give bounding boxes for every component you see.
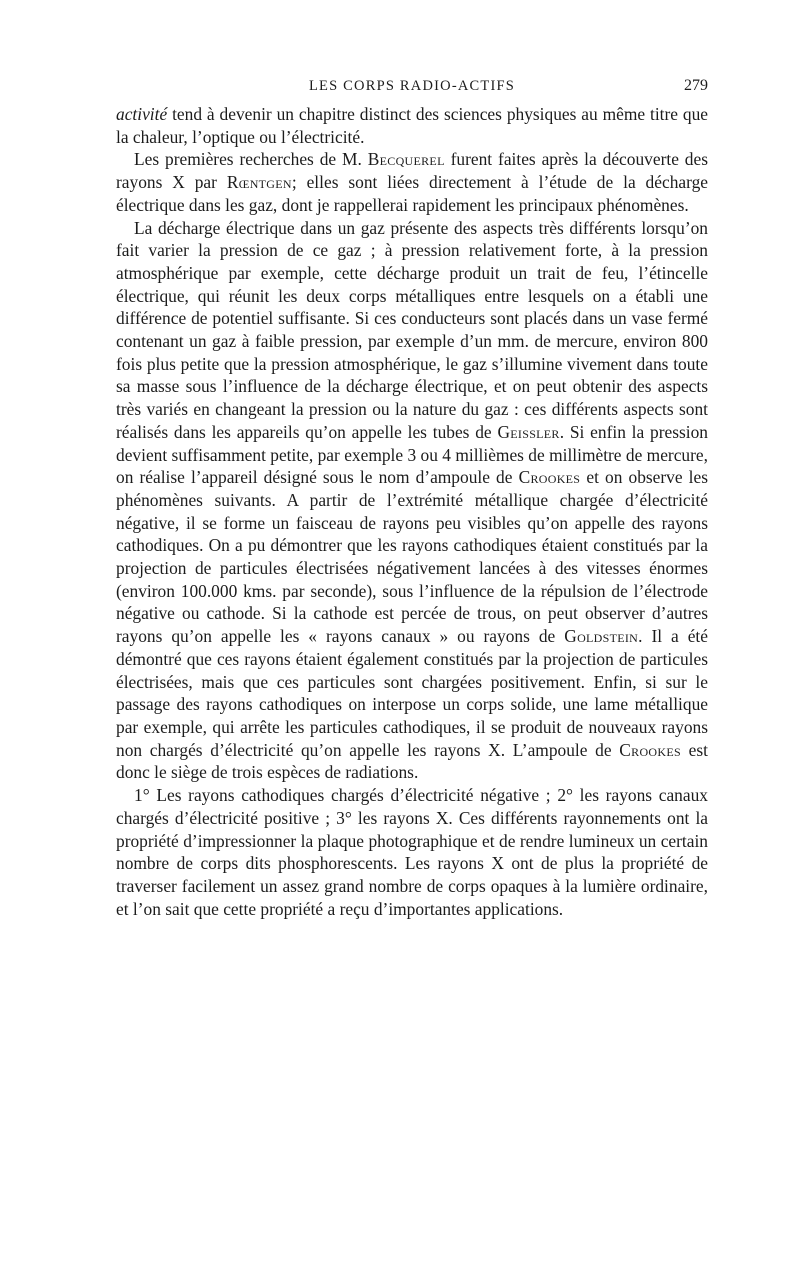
text-run: tend à devenir un chapitre distinct des sciences physiques au même titre que la chaleur, l’optique ou l’électricité. [116, 104, 708, 147]
proper-name: Geissler [497, 421, 560, 442]
proper-name: Rœntgen [226, 172, 292, 193]
paragraph-1 [116, 103, 708, 148]
paragraph-4 [116, 784, 708, 920]
italic-text: activité [116, 104, 168, 124]
proper-name: Becquerel [367, 149, 445, 170]
paragraph-3 [116, 217, 708, 785]
text-run: La décharge électrique dans un gaz présente des aspects très différents lorsqu’on fait varier la pression de ce gaz ; à pression relativement forte, à la pression atmosphérique par exemple, cette décharge produit un trait de feu, l’étincelle électrique, qui réunit les deux corps métalliques entre lesquels on a établi une différence de potentiel suffisante. Si ces conducteurs sont placés dans un vase fermé contenant un gaz à faible pression, par exemple d’un mm. de mercure, environ 800 fois plus petite que la pression atmosphérique, le gaz s’illumine vivement dans toute sa masse sous l’influence de la décharge électrique, et on peut obtenir des aspects très variés en changeant la pression ou la nature du gaz : ces différents aspects sont réalisés dans les appareils qu’on appelle les tubes de [116, 217, 708, 442]
running-title: LES CORPS RADIO-ACTIFS [308, 78, 516, 94]
text-run: est donc le siège de trois espèces de radiations. [116, 739, 708, 783]
text-run: . Si enfin la pression devient suffisamment petite, par exemple 3 ou 4 millièmes de millimètre de mercure, on réalise l’appareil désigné sous le nom d’ampoule de [116, 421, 708, 488]
proper-name: Crookes [518, 467, 581, 488]
text-run: ; elles sont liées directement à l’étude de la décharge électrique dans les gaz, dont je rappellerai rapidement les principaux phénomènes. [116, 172, 708, 215]
paragraph-2 [116, 148, 708, 216]
text-run: . Il a été démontré que ces rayons étaient également constitués par la projection de particules électrisées, mais que ces particules sont chargées positivement. Enfin, si sur le passage des rayons cathodiques on interpose un corps solide, une lame métallique par exemple, qui arrête les particules cathodiques, il se produit de nouveaux rayons non chargés d’électricité qu’on appelle les rayons X. L’ampoule de [116, 626, 708, 760]
text-run: Les premières recherches de M. [134, 149, 368, 170]
proper-name: Crookes [619, 739, 681, 760]
text-run: 1° Les rayons cathodiques chargés d’électricité négative ; 2° les rayons canaux chargés d’électricité positive ; 3° les rayons X. Ces différents rayonnements ont la propriété d’impressionner la plaque photographique et de rendre lumineux un certain nombre de corps dits phosphorescents. Les rayons X ont de plus la propriété de traverser facilement un assez grand nombre de corps opaques à la lumière ordinaire, et l’on sait que cette propriété a reçu d’importantes applications. [116, 785, 708, 919]
text-run: et on observe les phénomènes suivants. A partir de l’extrémité métallique chargée d’électricité négative, il se forme un faisceau de rayons peu visibles qu’on appelle des rayons cathodiques. On a pu démontrer que les rayons cathodiques étaient constitués par la projection de particules électrisées négativement lancées à des vitesses énormes (environ 100.000 kms. par seconde), sous l’influence de la répulsion de l’électrode négative ou cathode. Si la cathode est percée de trous, on peut observer d’autres rayons qu’on appelle les « rayons canaux » ou rayons de [116, 467, 709, 647]
body-text [116, 103, 708, 920]
running-head [116, 74, 708, 98]
text-run: furent faites après la découverte des rayons X par [116, 149, 708, 193]
page-number: 279 [684, 77, 708, 94]
proper-name: Goldstein [564, 626, 639, 647]
